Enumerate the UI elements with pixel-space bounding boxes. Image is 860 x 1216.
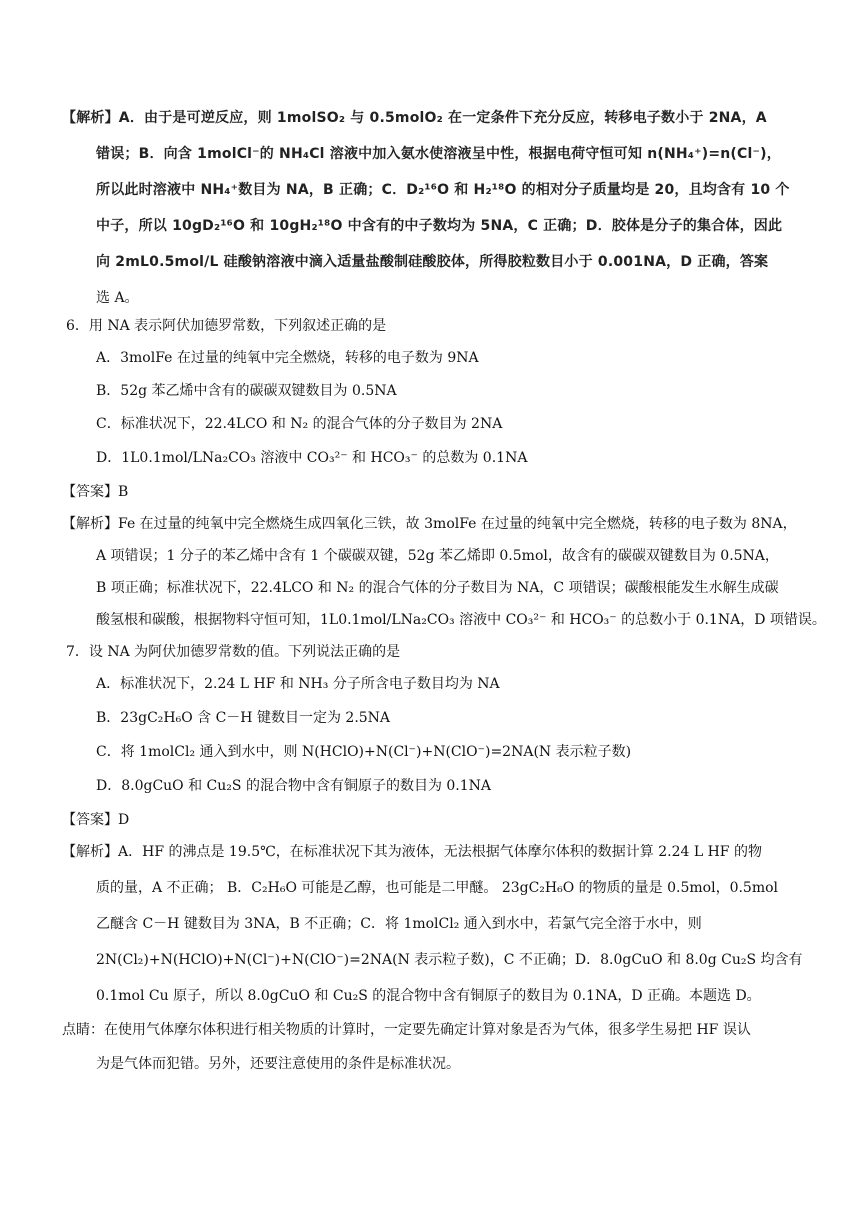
q7-option-d: D．8.0gCuO 和 Cu₂S 的混合物中含有铜原子的数目为 0.1NA — [96, 778, 492, 794]
q6-explanation-1: 【解析】Fe 在过量的纯氧中完全燃烧生成四氧化三铁，故 3molFe 在过量的纯氧中完全燃烧，转移的电子数为 8NA， — [62, 516, 797, 532]
analysis5-line-5: 向 2mL0.5mol/L 硅酸钠溶液中滴入适量盐酸制硅酸胶体，所得胶粒数目小于 0.001NA，D 正确，答案 — [96, 254, 769, 270]
analysis5-line-2: 错误；B．向含 1molCl⁻的 NH₄Cl 溶液中加入氨水使溶液呈中性，根据电荷守恒可知 n(NH₄⁺)=n(Cl⁻)， — [96, 146, 781, 162]
q7-explanation-4: 2N(Cl₂)+N(HClO)+N(Cl⁻)+N(ClO⁻)=2NA(N 表示粒子数)，C 不正确；D．8.0gCuO 和 8.0g Cu₂S 均含有 — [96, 952, 803, 968]
note-line-1: 点睛：在使用气体摩尔体积进行相关物质的计算时，一定要先确定计算对象是否为气体，很多学生易把 HF 误认 — [62, 1022, 751, 1038]
q7-explanation-3: 乙醚含 C－H 键数目为 3NA，B 不正确；C．将 1molCl₂ 通入到水中，若氯气完全溶于水中，则 — [96, 916, 702, 932]
analysis5-line-4: 中子，所以 10gD₂¹⁶O 和 10gH₂¹⁸O 中含有的中子数均为 5NA，C 正确；D．胶体是分子的集合体，因此 — [96, 218, 783, 234]
q7-stem: 7．设 NA 为阿伏加德罗常数的值。下列说法正确的是 — [66, 644, 401, 660]
q6-option-d: D．1L0.1mol/LNa₂CO₃ 溶液中 CO₃²⁻ 和 HCO₃⁻ 的总数为 0.1NA — [96, 450, 528, 466]
analysis5-line-1: 【解析】A．由于是可逆反应，则 1molSO₂ 与 0.5molO₂ 在一定条件下充分反应，转移电子数小于 2NA，A — [62, 110, 767, 126]
q6-explanation-2: A 项错误；1 分子的苯乙烯中含有 1 个碳碳双键，52g 苯乙烯即 0.5mol，故含有的碳碳双键数目为 0.5NA， — [96, 548, 779, 564]
q7-option-c: C．将 1molCl₂ 通入到水中，则 N(HClO)+N(Cl⁻)+N(ClO⁻)=2NA(N 表示粒子数) — [96, 744, 632, 760]
q7-explanation-2: 质的量，A 不正确； B．C₂H₆O 可能是乙醇，也可能是二甲醚。 23gC₂H₆O 的物质的量是 0.5mol，0.5mol — [96, 880, 779, 896]
q7-explanation-1: 【解析】A．HF 的沸点是 19.5℃，在标准状况下其为液体，无法根据气体摩尔体积的数据计算 2.24 L HF 的物 — [62, 844, 762, 860]
q6-explanation-4: 酸氢根和碳酸，根据物料守恒可知，1L0.1mol/LNa₂CO₃ 溶液中 CO₃²⁻ 和 HCO₃⁻ 的总数小于 0.1NA，D 项错误。 — [96, 612, 826, 628]
q7-option-a: A．标准状况下，2.24 L HF 和 NH₃ 分子所含电子数目均为 NA — [96, 676, 500, 692]
analysis5-line-3: 所以此时溶液中 NH₄⁺数目为 NA，B 正确；C．D₂¹⁶O 和 H₂¹⁸O 的相对分子质量均是 20，且均含有 10 个 — [96, 182, 790, 198]
q7-answer: 【答案】D — [62, 812, 130, 828]
q6-stem: 6．用 NA 表示阿伏加德罗常数，下列叙述正确的是 — [66, 318, 387, 334]
q6-option-b: B．52g 苯乙烯中含有的碳碳双键数目为 0.5NA — [96, 383, 397, 399]
q7-explanation-5: 0.1mol Cu 原子，所以 8.0gCuO 和 Cu₂S 的混合物中含有铜原子的数目为 0.1NA，D 正确。本题选 D。 — [96, 988, 761, 1004]
note-line-2: 为是气体而犯错。另外，还要注意使用的条件是标准状况。 — [96, 1056, 460, 1072]
q6-option-a: A．3molFe 在过量的纯氧中完全燃烧，转移的电子数为 9NA — [96, 350, 479, 366]
analysis5-line-6: 选 A。 — [96, 290, 139, 306]
q6-explanation-3: B 项正确；标准状况下，22.4LCO 和 N₂ 的混合气体的分子数目为 NA，C 项错误；碳酸根能发生水解生成碳 — [96, 580, 779, 596]
q6-option-c: C．标准状况下，22.4LCO 和 N₂ 的混合气体的分子数目为 2NA — [96, 416, 503, 432]
q7-option-b: B．23gC₂H₆O 含 C－H 键数目一定为 2.5NA — [96, 710, 391, 726]
q6-answer: 【答案】B — [62, 484, 129, 500]
